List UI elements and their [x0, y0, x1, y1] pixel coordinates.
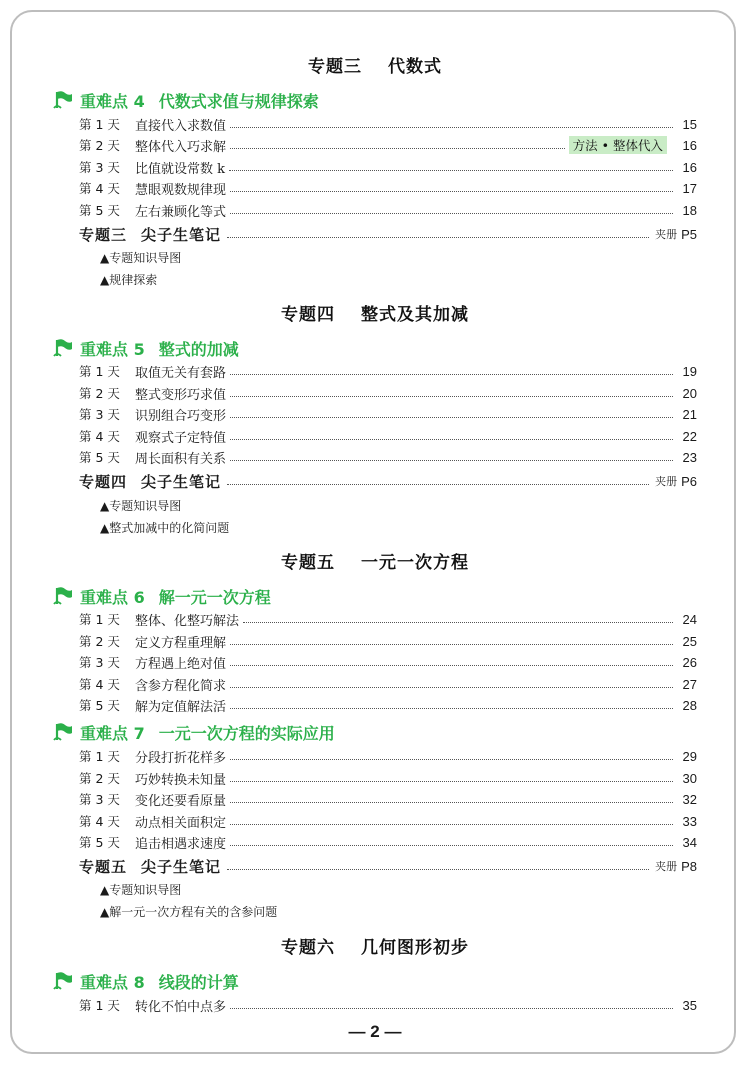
day-label: 第 5 天: [79, 698, 120, 713]
page-number: 30: [682, 770, 697, 786]
toc-row[interactable]: [79, 383, 697, 403]
toc-row[interactable]: [79, 652, 697, 672]
page-number: 16: [682, 159, 697, 175]
day-label: 第 1 天: [79, 612, 120, 627]
entry-title: 方程遇上绝对值: [135, 656, 227, 672]
entry-title: 分段打折花样多: [135, 750, 227, 766]
entry-title: 整体代入巧求解: [135, 139, 227, 155]
dot-leader: [227, 484, 649, 485]
day-label: 第 4 天: [79, 814, 120, 829]
notes-row[interactable]: [79, 223, 697, 245]
entry-title: 含参方程化简求: [135, 678, 227, 694]
notes-item: ▲规律探索: [100, 273, 158, 287]
dot-leader: [230, 644, 673, 645]
topic-number: 专题五: [281, 553, 335, 573]
key-point-number: 重难点 8: [80, 972, 145, 992]
page-number: 16: [682, 137, 697, 153]
insert-ref: 夹册: [655, 475, 678, 488]
page-number: 25: [682, 633, 697, 649]
green-flag-icon: [52, 89, 74, 111]
key-point-name: 线段的计算: [158, 972, 239, 992]
page-footer-number: — 2 —: [348, 1022, 402, 1041]
topic-name: 几何图形初步: [361, 938, 469, 958]
entry-title: 定义方程重理解: [135, 635, 227, 651]
page-number: 27: [682, 676, 697, 692]
day-label: 第 1 天: [79, 749, 120, 764]
toc-row[interactable]: [79, 426, 697, 446]
key-point-heading[interactable]: [52, 970, 239, 992]
topic-name: 一元一次方程: [361, 553, 469, 573]
entry-title: 巧妙转换未知量: [135, 772, 227, 788]
toc-row[interactable]: [79, 157, 697, 177]
notes-item: ▲整式加减中的化简问题: [100, 521, 230, 535]
key-point-heading[interactable]: [52, 89, 319, 111]
page-number: 32: [682, 791, 697, 807]
day-label: 第 4 天: [79, 677, 120, 692]
notes-topic: 专题五: [79, 857, 128, 876]
entry-title: 转化不怕中点多: [135, 999, 227, 1015]
toc-row[interactable]: [79, 695, 697, 715]
dot-leader: [227, 869, 649, 870]
toc-row[interactable]: [79, 447, 697, 467]
day-label: 第 1 天: [79, 117, 120, 132]
dot-leader: [230, 460, 673, 461]
entry-title: 变化还要看原量: [135, 793, 227, 809]
dot-leader: [230, 417, 673, 418]
toc-row[interactable]: [79, 178, 697, 198]
entry-title: 识别组合巧变形: [135, 408, 227, 424]
page-number: 34: [682, 834, 697, 850]
page-number: 18: [682, 202, 697, 218]
day-label: 第 3 天: [79, 792, 120, 807]
toc-row[interactable]: [79, 674, 697, 694]
notes-item: ▲专题知识导图: [100, 499, 182, 513]
notes-title: [79, 856, 221, 877]
insert-page: P6: [681, 473, 697, 489]
toc-row[interactable]: [79, 135, 697, 155]
dot-leader: [227, 237, 649, 238]
day-label: 第 3 天: [79, 655, 120, 670]
page-number: 26: [682, 654, 697, 670]
entry-title: 比值就设常数 k: [135, 161, 226, 177]
toc-row[interactable]: [79, 746, 697, 766]
entry-title: 周长面积有关系: [135, 451, 227, 467]
page-number: 28: [682, 697, 697, 713]
notes-row[interactable]: [79, 470, 697, 492]
page-number: 24: [682, 611, 697, 627]
toc-row[interactable]: [79, 609, 697, 629]
notes-name: 尖子生笔记: [141, 472, 222, 491]
key-point-heading[interactable]: [52, 721, 335, 743]
page-number: 19: [682, 363, 697, 379]
dot-leader: [230, 374, 673, 375]
dot-leader: [243, 622, 673, 623]
entry-title: 解为定值解法活: [135, 699, 227, 715]
day-label: 第 5 天: [79, 203, 120, 218]
insert-page: P5: [681, 226, 697, 242]
toc-row[interactable]: [79, 200, 697, 220]
notes-title: [79, 471, 221, 492]
entry-title: 取值无关有套路: [135, 365, 227, 381]
topic-number: 专题四: [281, 305, 335, 325]
topic-name: 整式及其加减: [361, 305, 469, 325]
green-flag-icon: [52, 585, 74, 607]
notes-name: 尖子生笔记: [141, 857, 222, 876]
notes-topic: 专题三: [79, 225, 128, 244]
page-number: 20: [682, 385, 697, 401]
topic-heading: [0, 52, 750, 77]
toc-row[interactable]: [79, 361, 697, 381]
entry-title: 动点相关面积定: [135, 815, 227, 831]
key-point-name: 代数式求值与规律探索: [158, 91, 319, 111]
day-label: 第 4 天: [79, 429, 120, 444]
key-point-number: 重难点 6: [80, 587, 145, 607]
toc-row[interactable]: [79, 995, 697, 1015]
entry-title: 直接代入求数值: [135, 118, 227, 134]
green-flag-icon: [52, 337, 74, 359]
key-point-heading[interactable]: [52, 337, 239, 359]
entry-title: 左右兼顾化等式: [135, 204, 227, 220]
notes-item: ▲解一元一次方程有关的含参问题: [100, 905, 278, 919]
dot-leader: [230, 845, 673, 846]
dot-leader: [230, 759, 673, 760]
day-label: 第 4 天: [79, 181, 120, 196]
day-label: 第 1 天: [79, 998, 120, 1013]
toc-row[interactable]: [79, 768, 697, 788]
notes-topic: 专题四: [79, 472, 128, 491]
insert-ref: 夹册: [655, 860, 678, 873]
page-number: 17: [682, 180, 697, 196]
page-number: 33: [682, 813, 697, 829]
day-label: 第 5 天: [79, 835, 120, 850]
day-label: 第 2 天: [79, 386, 120, 401]
dot-leader: [230, 127, 673, 128]
topic-heading: [0, 300, 750, 325]
notes-item: ▲专题知识导图: [100, 883, 182, 897]
day-label: 第 3 天: [79, 407, 120, 422]
dot-leader: [230, 781, 673, 782]
dot-leader: [230, 708, 673, 709]
topic-heading: [0, 933, 750, 958]
day-label: 第 1 天: [79, 364, 120, 379]
dot-leader: [230, 213, 673, 214]
key-point-name: 一元一次方程的实际应用: [158, 723, 335, 743]
notes-name: 尖子生笔记: [141, 225, 222, 244]
toc-row[interactable]: [79, 114, 697, 134]
entry-title: 整式变形巧求值: [135, 387, 227, 403]
dot-leader: [230, 802, 673, 803]
day-label: 第 2 天: [79, 771, 120, 786]
page-number: 35: [682, 997, 697, 1013]
key-point-name: 整式的加减: [158, 339, 239, 359]
dot-leader: [229, 170, 673, 171]
insert-ref: 夹册: [655, 228, 678, 241]
dot-leader: [230, 148, 565, 149]
page-number: 23: [682, 449, 697, 465]
key-point-number: 重难点 7: [80, 723, 145, 743]
entry-title: 追击相遇求速度: [135, 836, 227, 852]
green-flag-icon: [52, 721, 74, 743]
day-label: 第 3 天: [79, 160, 120, 175]
toc-row[interactable]: [79, 789, 697, 809]
insert-page: P8: [681, 858, 697, 874]
day-label: 第 2 天: [79, 138, 120, 153]
day-label: 第 2 天: [79, 634, 120, 649]
dot-leader: [230, 1008, 673, 1009]
notes-title: [79, 224, 221, 245]
dot-leader: [230, 824, 673, 825]
dot-leader: [230, 439, 673, 440]
page-number: 15: [682, 116, 697, 132]
toc-row[interactable]: [79, 832, 697, 852]
dot-leader: [230, 687, 673, 688]
topic-number: 专题三: [308, 57, 362, 77]
topic-name: 代数式: [388, 57, 442, 77]
method-tag: 方法 • 整体代入: [569, 136, 667, 154]
entry-title: 慧眼观数规律现: [135, 182, 227, 198]
key-point-name: 解一元一次方程: [158, 587, 271, 607]
dot-leader: [230, 665, 673, 666]
notes-item: ▲专题知识导图: [100, 251, 182, 265]
page-number: 21: [682, 406, 697, 422]
key-point-heading[interactable]: [52, 585, 271, 607]
toc-row[interactable]: [79, 811, 697, 831]
toc-row[interactable]: [79, 404, 697, 424]
page-number: 22: [682, 428, 697, 444]
green-flag-icon: [52, 970, 74, 992]
dot-leader: [230, 396, 673, 397]
entry-title: 整体、化整巧解法: [135, 613, 240, 629]
day-label: 第 5 天: [79, 450, 120, 465]
key-point-number: 重难点 4: [80, 91, 145, 111]
notes-row[interactable]: [79, 855, 697, 877]
topic-number: 专题六: [281, 938, 335, 958]
key-point-number: 重难点 5: [80, 339, 145, 359]
toc-row[interactable]: [79, 631, 697, 651]
topic-heading: [0, 548, 750, 573]
entry-title: 观察式子定特值: [135, 430, 227, 446]
dot-leader: [230, 191, 673, 192]
page-number: 29: [682, 748, 697, 764]
